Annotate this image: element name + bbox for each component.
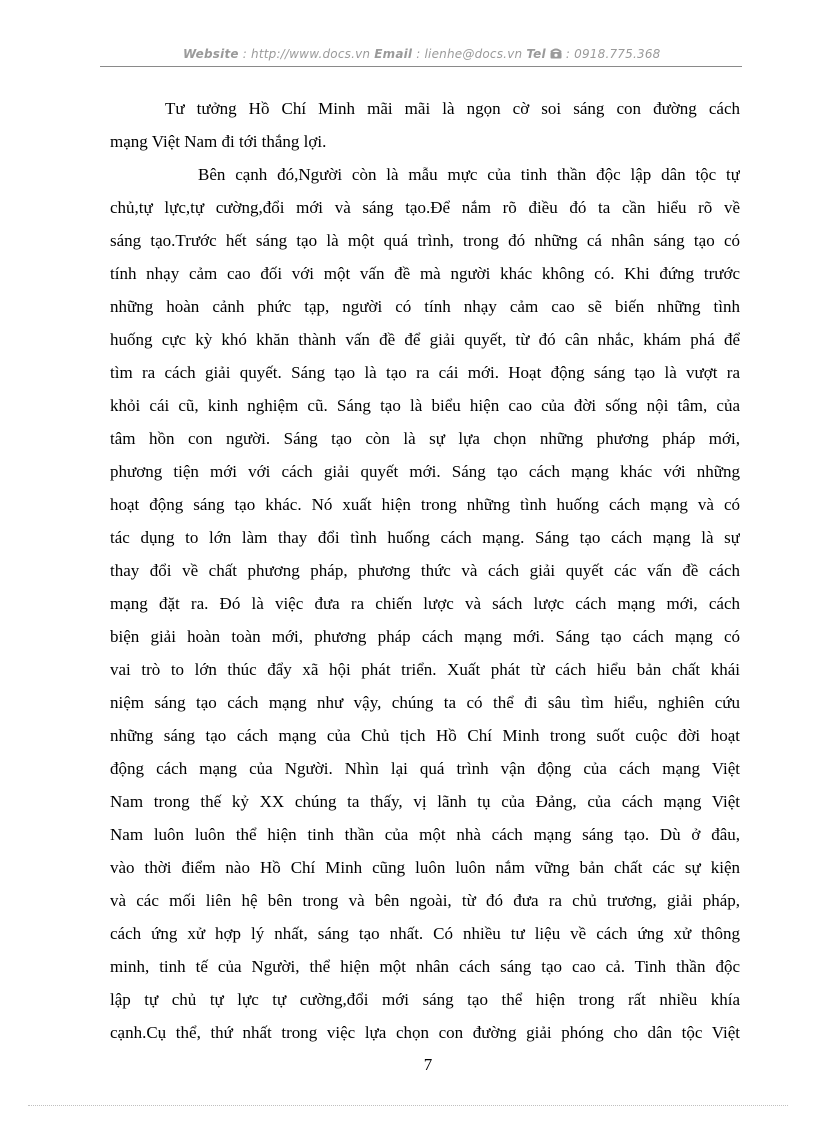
tel-value: : 0918.775.368 [565, 47, 661, 61]
page-number: 7 [423, 1055, 433, 1074]
text-line: lập tự chủ tự lực tự cường,đổi mới sáng tạo thể hiện trong rất nhiều khía [110, 990, 740, 1009]
text-line: chủ,tự lực,tự cường,đổi mới và sáng tạo.Để nắm rõ điều đó ta cần hiểu rõ về [110, 198, 740, 217]
text-line: huống cực kỳ khó khăn thành vấn đề để giải quyết, từ đó cân nhắc, khám phá để [110, 330, 740, 349]
text-line: vào thời điểm nào Hồ Chí Minh cũng luôn luôn nắm vững bản chất các sự kiện [110, 858, 740, 877]
email-label: Email [374, 47, 413, 61]
website-label: Website [183, 47, 239, 61]
text-line: tính nhạy cảm cao đối với một vấn đề mà người khác không có. Khi đứng trước [110, 264, 740, 283]
text-line: biện giải hoàn toàn mới, phương pháp cách mạng mới. Sáng tạo cách mạng có [110, 627, 740, 646]
text-line: động cách mạng của Người. Nhìn lại quá trình vận động của cách mạng Việt [110, 759, 740, 778]
text-line: Tư tưởng Hồ Chí Minh mãi mãi là ngọn cờ soi sáng con đường cách [165, 99, 740, 118]
text-line: mạng đặt ra. Đó là việc đưa ra chiến lược và sách lược cách mạng mới, cách [110, 594, 740, 613]
text-line: Nam trong thế kỷ XX chúng ta thấy, vị lãnh tụ của Đảng, của cách mạng Việt [110, 792, 740, 811]
page-bottom-border [28, 1105, 788, 1106]
text-line: và các mối liên hệ bên trong và bên ngoài, từ đó đưa ra chủ trương, giải pháp, [110, 891, 740, 910]
text-line: vai trò to lớn thúc đẩy xã hội phát triển. Xuất phát từ cách hiểu bản chất khái [110, 660, 740, 679]
text-line: hoạt động sáng tạo khác. Nó xuất hiện trong những tình huống cách mạng và có [110, 495, 740, 514]
document-body [110, 92, 740, 1049]
text-line: những sáng tạo cách mạng của Chủ tịch Hồ Chí Minh trong suốt cuộc đời hoạt [110, 726, 740, 745]
text-line: cạnh.Cụ thể, thứ nhất trong việc lựa chọn con đường giải phóng cho dân tộc Việt [110, 1023, 740, 1042]
tel-label: Tel [526, 47, 546, 61]
email-value: : lienhe@docs.vn [416, 47, 523, 61]
text-line: Nam luôn luôn thể hiện tinh thần của một nhà cách mạng sáng tạo. Dù ở đâu, [110, 825, 740, 844]
text-line: tìm ra cách giải quyết. Sáng tạo là tạo ra cái mới. Hoạt động sáng tạo là vượt ra [110, 363, 740, 382]
text-line: tác dụng to lớn làm thay đổi tình huống cách mạng. Sáng tạo cách mạng là sự [110, 528, 740, 547]
text-line: cách ứng xử hợp lý nhất, sáng tạo nhất. Có nhiều tư liệu về cách ứng xử thông [110, 924, 740, 943]
page-header [183, 47, 743, 67]
website-value: : http://www.docs.vn [242, 47, 371, 61]
text-line: niệm sáng tạo cách mạng như vậy, chúng ta có thể đi sâu tìm hiểu, nghiên cứu [110, 693, 740, 712]
text-line: mạng Việt Nam đi tới thắng lợi. [110, 132, 327, 151]
header-divider [100, 66, 742, 67]
text-line: tâm hồn con người. Sáng tạo còn là sự lựa chọn những phương pháp mới, [110, 429, 740, 448]
text-line: những hoàn cảnh phức tạp, người có tính nhạy cảm cao sẽ biến những tình [110, 297, 740, 316]
text-line: Bên cạnh đó,Người còn là mẫu mực của tinh thần độc lập dân tộc tự [198, 165, 740, 184]
text-line: sáng tạo.Trước hết sáng tạo là một quá trình, trong đó những cá nhân sáng tạo có [110, 231, 740, 250]
text-line: phương tiện mới với cách giải quyết mới. Sáng tạo cách mạng khác với những [110, 462, 740, 481]
text-line: khỏi cái cũ, kinh nghiệm cũ. Sáng tạo là biểu hiện cao của đời sống nội tâm, của [110, 396, 740, 415]
phone-icon [550, 47, 566, 61]
text-line: thay đổi về chất phương pháp, phương thức và cách giải quyết các vấn đề cách [110, 561, 740, 580]
text-line: minh, tinh tế của Người, thể hiện một nhân cách sáng tạo cao cả. Tinh thần độc [110, 957, 740, 976]
